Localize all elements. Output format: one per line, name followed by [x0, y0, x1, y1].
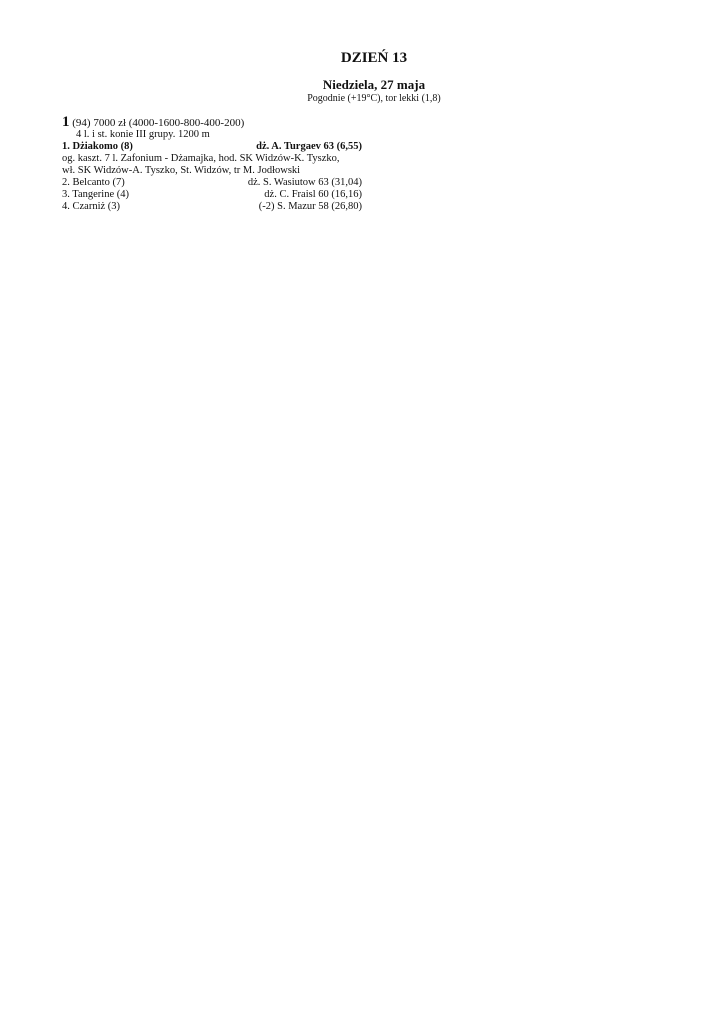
day-title: DZIEŃ 13 [340, 50, 408, 66]
results-page [0, 0, 724, 213]
runner-row [62, 177, 362, 189]
race-1 [62, 116, 362, 213]
owner-line-1: og. kaszt. 7 l. Zafonium - Dżamajka, hod. SK Widzów-K. Tyszko, [62, 153, 340, 164]
runner-jockey: (-2) S. Mazur 58 (26,80) [258, 201, 362, 212]
winner-row [62, 141, 362, 153]
winner-jockey: dż. A. Turgaev 63 (6,55) [256, 141, 362, 152]
runner-name: 4. Czarniż (3) [62, 201, 121, 212]
race-conditions: 4 l. i st. konie III grupy. 1200 m [76, 129, 210, 140]
winner-name: 1. Dżiakomo (8) [62, 141, 133, 152]
runner-jockey: dż. C. Fraisl 60 (16,16) [264, 189, 362, 200]
owner-line-2: wł. SK Widzów-A. Tyszko, St. Widzów, tr M. Jodłowski [62, 165, 301, 176]
race-header [62, 116, 362, 129]
weather-line: Pogodnie (+19°C), tor lekki (1,8) [307, 93, 441, 104]
runner-name: 3. Tangerine (4) [62, 189, 130, 200]
runner-row [62, 189, 362, 201]
runner-jockey: dż. S. Wasiutow 63 (31,04) [247, 177, 362, 188]
runner-name: 2. Belcanto (7) [62, 177, 125, 188]
race-number: 1 [62, 114, 70, 130]
runner-row [62, 201, 362, 213]
race-summary: (94) 7000 zł (4000-1600-800-400-200) [72, 117, 245, 129]
date-line: Niedziela, 27 maja [322, 77, 426, 92]
